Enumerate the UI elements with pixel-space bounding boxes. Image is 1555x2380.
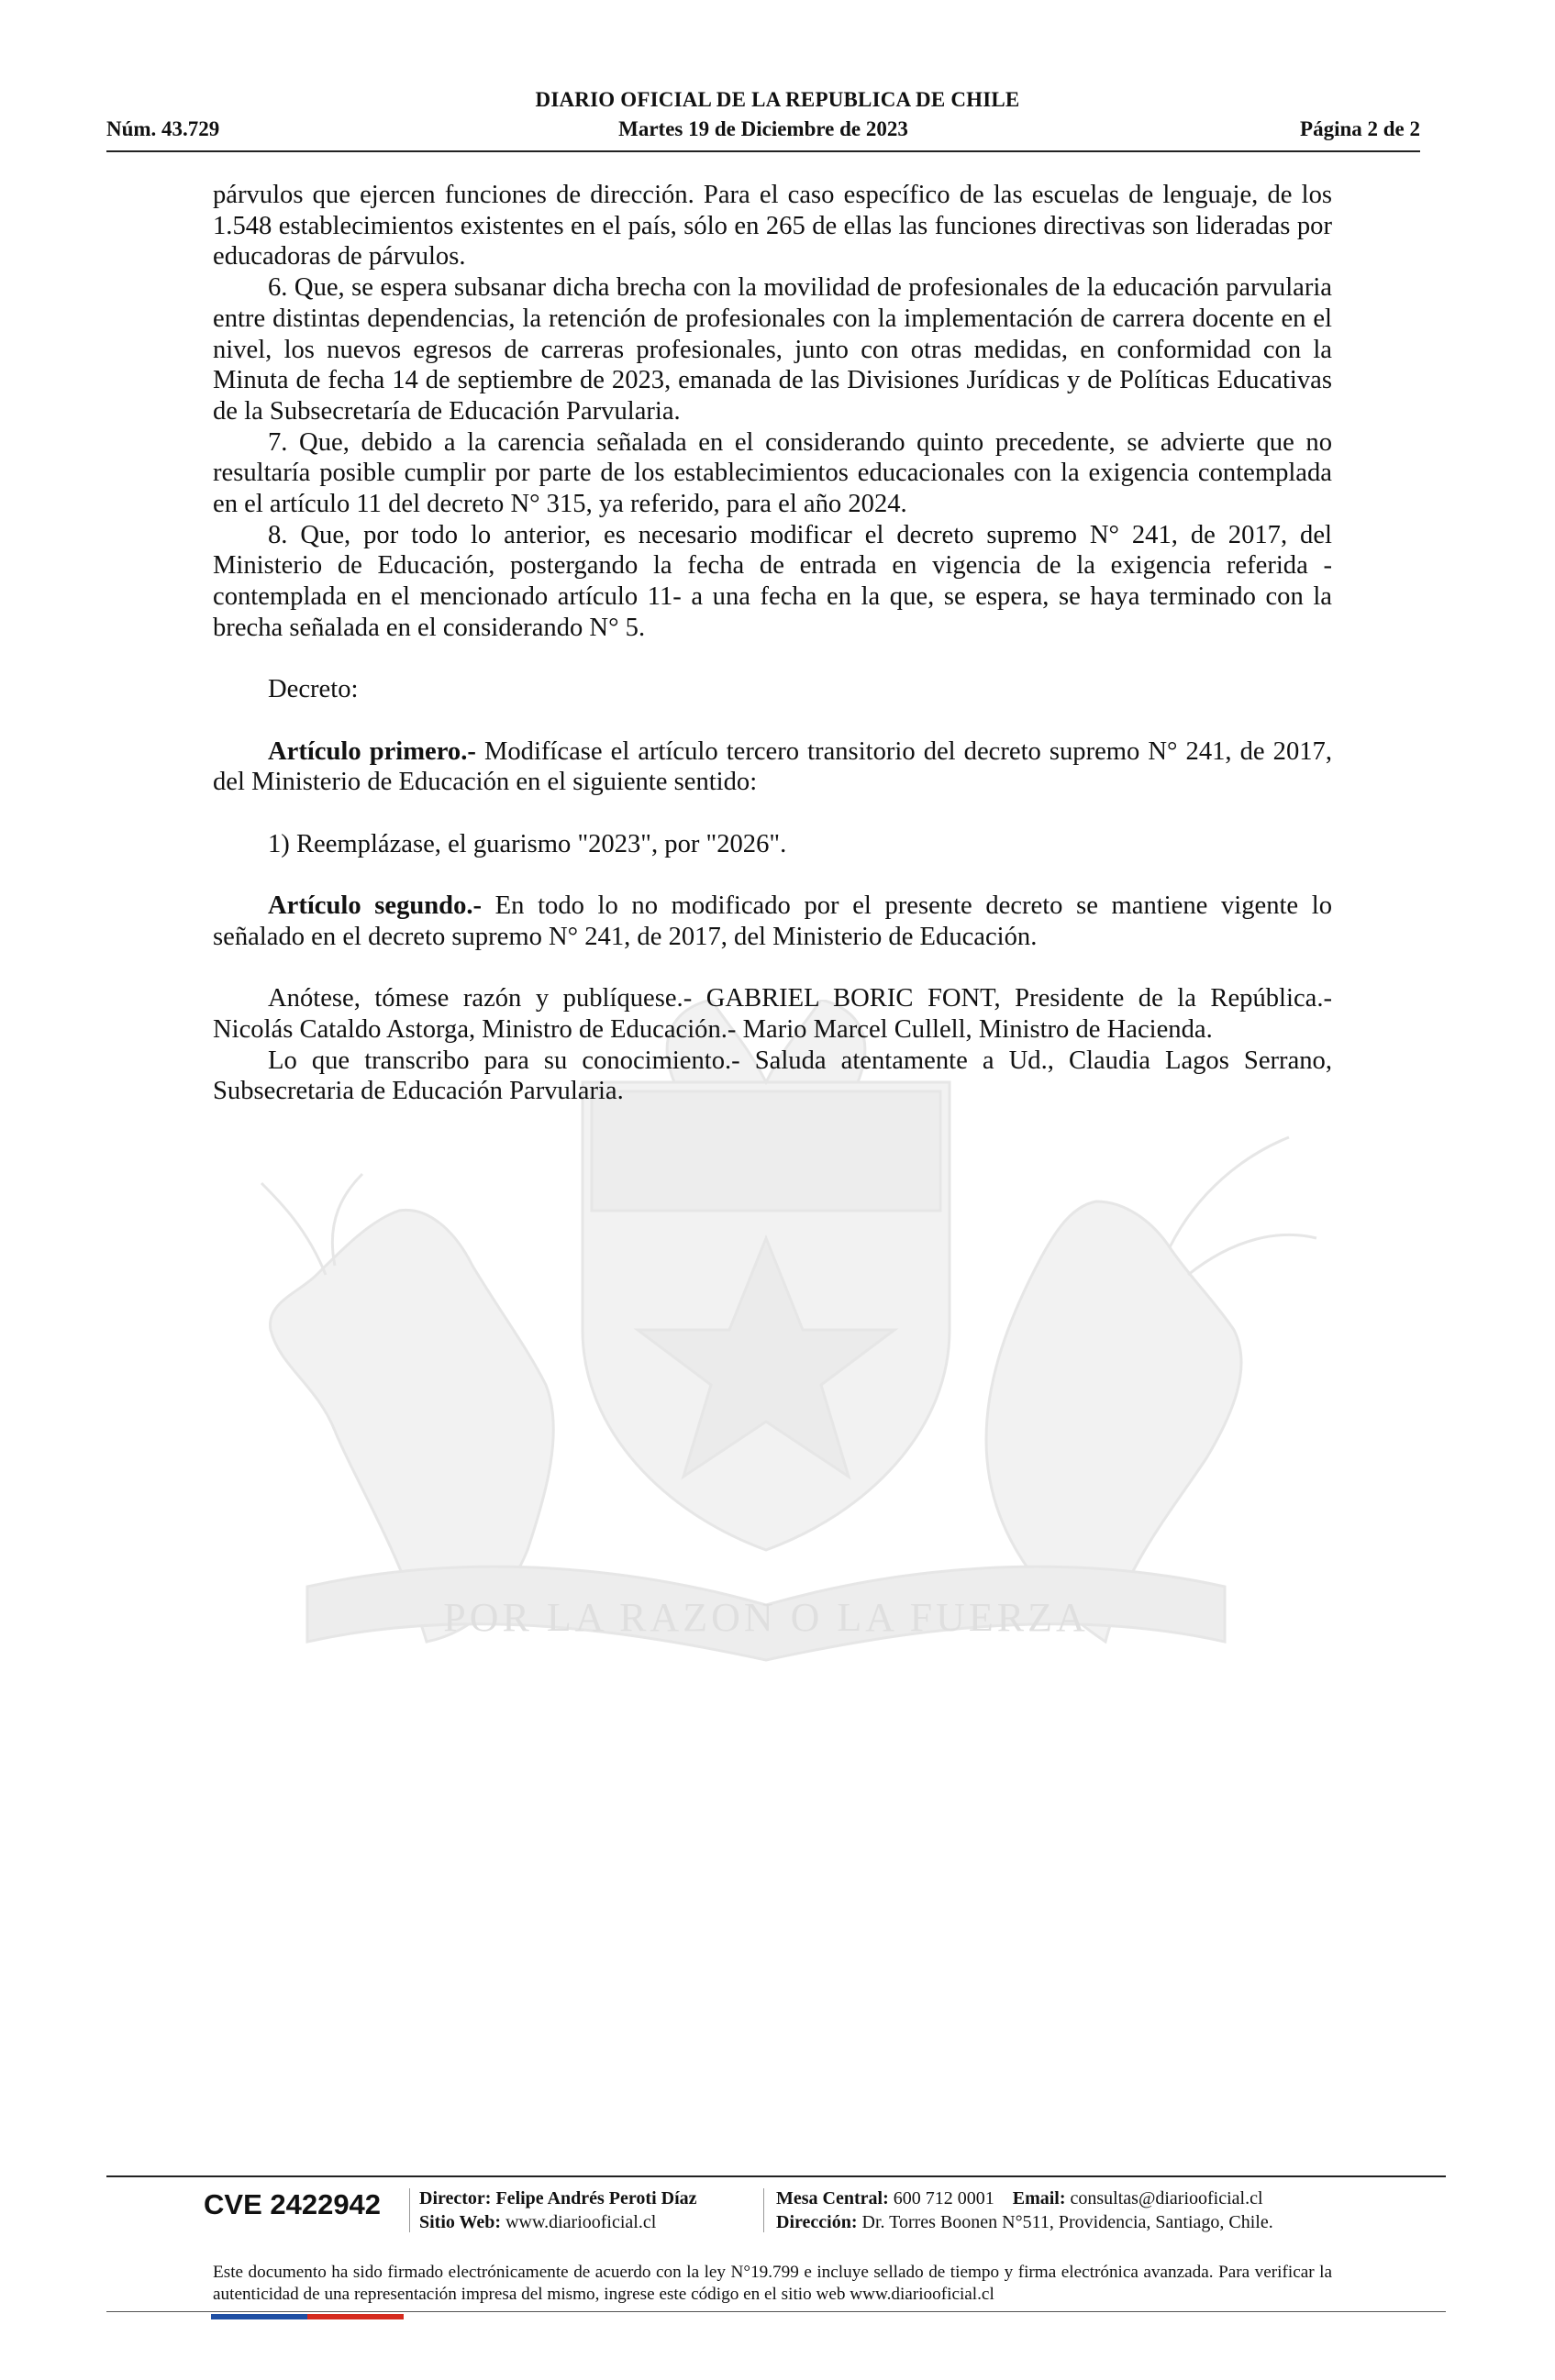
phone-number: 600 712 0001 [893, 2188, 994, 2208]
article-first-item: 1) Reemplázase, el guarismo "2023", por "2026". [268, 829, 787, 858]
paragraph-continuation: párvulos que ejercen funciones de dirección. Para el caso específico de las escuelas de lenguaje, de los 1.548 establecimientos existentes en el país, sólo en 265 de ellas las funciones directivas son lideradas por educadoras de párvulos. [213, 181, 1332, 271]
article-first-title: Artículo primero.- [268, 736, 476, 766]
issue-date: Martes 19 de Diciembre de 2023 [618, 117, 908, 140]
email-label: Email: [1012, 2188, 1066, 2208]
footer-divider-bottom [106, 2311, 1446, 2312]
footer-divider-top [106, 2175, 1446, 2177]
website-label: Sitio Web: [419, 2212, 502, 2232]
article-second [213, 891, 1332, 952]
address-value: Dr. Torres Boonen N°511, Providencia, Santiago, Chile. [861, 2212, 1273, 2232]
paragraph-considerando-7: 7. Que, debido a la carencia señalada en el considerando quinto precedente, se advierte que no resultaría posible cumplir por parte de los establecimientos educacionales con la exigencia contemplada en el artículo 11 del decreto N° 315, ya referido, para el año 2024. [213, 427, 1332, 519]
website-link[interactable]: www.diariooficial.cl [505, 2212, 657, 2232]
paragraph-considerando-8: 8. Que, por todo lo anterior, es necesario modificar el decreto supremo N° 241, de 2017, del Ministerio de Educación, postergando la fecha de entrada en vigencia de la exigencia referida -contemplada en el mencionado artículo 11- a una fecha en la que, se espera, se haya terminado con la brecha señalada en el considerando N° 5. [213, 520, 1332, 642]
director-label: Director: [419, 2188, 492, 2208]
article-first-text: Modifícase el artículo tercero transitorio del decreto supremo N° 241, de 2017, del Ministerio de Educación en el siguiente sentido: [213, 736, 1332, 797]
chile-flag-stripe [211, 2314, 404, 2319]
footer-contact-block [776, 2186, 1273, 2234]
issue-number: Núm. 43.729 [106, 117, 220, 140]
electronic-signature-note: Este documento ha sido firmado electrónicamente de acuerdo con la ley N°19.799 e incluye sellado de tiempo y firma electrónica avanzada. Para verificar la autenticidad de una representación impresa del mismo, ingrese este código en el sitio web www.diariooficial.cl [213, 2263, 1332, 2304]
paragraph-considerando-6: 6. Que, se espera subsanar dicha brecha con la movilidad de profesionales de la educación parvularia entre distintas dependencias, la retención de profesionales con la implementación de carrera docente en el nivel, los nuevos egresos de carreras profesionales, junto con otras medidas, en conformidad con la Minuta de fecha 14 de septiembre de 2023, emanada de las Divisiones Jurídicas y de Políticas Educativas de la Subsecretaría de Educación Parvularia. [213, 273, 1332, 426]
flag-red-segment [307, 2314, 404, 2319]
closing-signatures: Anótese, tómese razón y publíquese.- GABRIEL BORIC FONT, Presidente de la República.- Nicolás Cataldo Astorga, Ministro de Educación.- Mario Marcel Cullell, Ministro de Hacienda. [213, 984, 1332, 1044]
footer-separator [409, 2188, 410, 2232]
document-body [213, 180, 1332, 1107]
director-name: Felipe Andrés Peroti Díaz [495, 2188, 697, 2208]
article-first [213, 736, 1332, 798]
article-second-title: Artículo segundo.- [268, 891, 483, 921]
decreto-heading: Decreto: [268, 675, 359, 704]
footer-separator [763, 2188, 764, 2232]
address-label: Dirección: [776, 2212, 858, 2232]
publication-title: DIARIO OFICIAL DE LA REPUBLICA DE CHILE [535, 88, 1020, 111]
header-divider [106, 150, 1420, 152]
phone-label: Mesa Central: [776, 2188, 889, 2208]
motto-text: POR LA RAZON O LA FUERZA [443, 1595, 1089, 1640]
transcription-note: Lo que transcribo para su conocimiento.- Saluda atentamente a Ud., Claudia Lagos Serrano, Subsecretaria de Educación Parvularia. [213, 1046, 1332, 1106]
page-indicator: Página 2 de 2 [1300, 117, 1420, 140]
cve-code: CVE 2422942 [204, 2188, 382, 2220]
article-second-text: En todo lo no modificado por el presente decreto se mantiene vigente lo señalado en el decreto supremo N° 241, de 2017, del Ministerio de Educación. [213, 891, 1332, 951]
flag-blue-segment [211, 2314, 307, 2319]
email-address[interactable]: consultas@diariooficial.cl [1070, 2188, 1263, 2208]
footer-director-block [419, 2186, 697, 2234]
